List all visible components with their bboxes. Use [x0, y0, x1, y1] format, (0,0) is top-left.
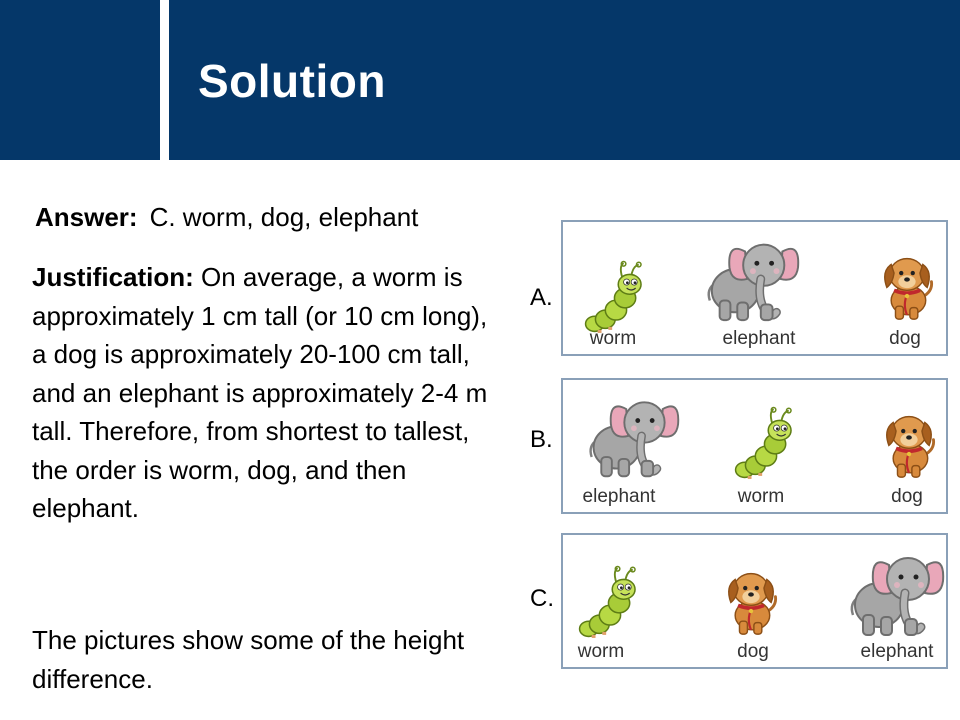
dog-icon	[873, 400, 945, 488]
worm-icon	[581, 260, 657, 336]
option-b-letter: B.	[530, 426, 553, 453]
dog-icon	[715, 557, 787, 645]
header-accent-block	[0, 0, 160, 160]
option-b-label-1: elephant	[582, 486, 656, 507]
slide-title: Solution	[198, 55, 386, 107]
option-b-panel	[561, 378, 948, 514]
option-c-label-3: elephant	[860, 641, 934, 662]
elephant-icon	[695, 228, 807, 326]
option-a-label-1: worm	[589, 328, 637, 349]
elephant-icon	[841, 541, 949, 641]
dog-icon	[871, 242, 943, 330]
elephant-icon	[577, 386, 687, 482]
note-paragraph: The pictures show some of the height difference.	[32, 625, 465, 694]
option-a-label-3: dog	[889, 328, 921, 349]
worm-icon	[731, 406, 807, 482]
option-a-label-2: elephant	[722, 328, 796, 349]
justification-label: Justification:	[32, 262, 194, 292]
answer-text: C. worm, dog, elephant	[149, 202, 419, 232]
option-b-label-2: worm	[737, 486, 785, 507]
option-b-label-3: dog	[891, 486, 923, 507]
option-c-letter: C.	[530, 585, 554, 612]
justification-text: On average, a worm is approximately 1 cm tall (or 10 cm long), a dog is approximately 20-100 cm tall, and an elephant is approximately 2-4 m tall. Therefore, from shortest to tallest, the order is worm, dog, and then elephant.	[32, 262, 488, 523]
option-c-label-1: worm	[577, 641, 625, 662]
slide-header	[0, 0, 960, 160]
answer-label: Answer:	[35, 202, 138, 232]
worm-icon	[575, 565, 651, 641]
option-c-label-2: dog	[737, 641, 769, 662]
option-c-panel	[561, 533, 948, 669]
option-a-panel	[561, 220, 948, 356]
answer-line	[35, 202, 418, 233]
option-a-letter: A.	[530, 284, 553, 311]
justification-paragraph	[32, 258, 502, 528]
